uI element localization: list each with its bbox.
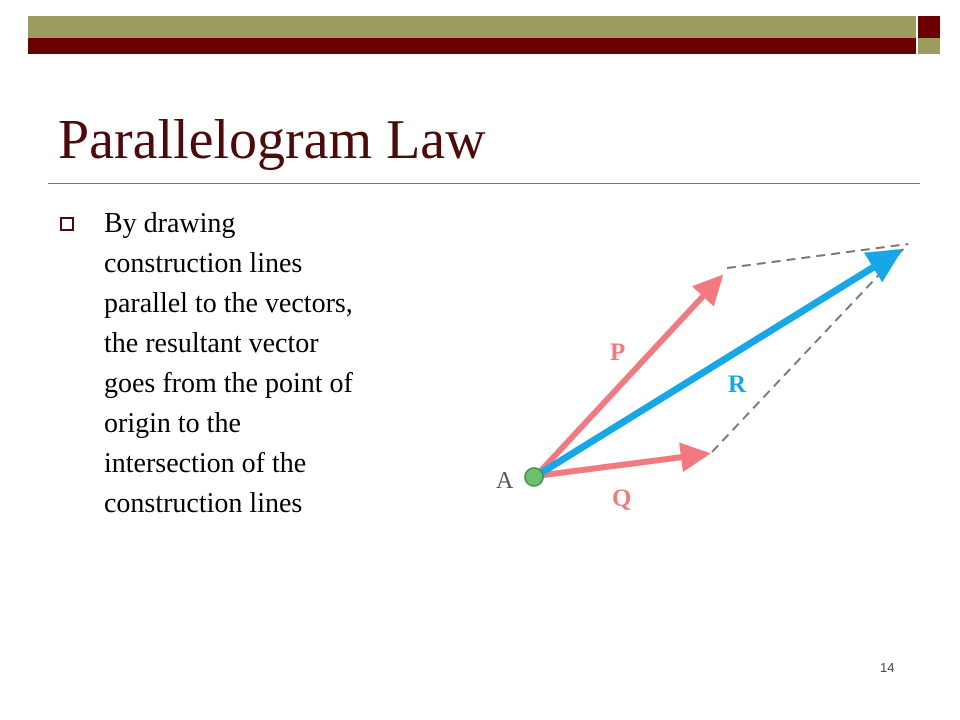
origin-point <box>525 468 543 486</box>
bullet-line: origin to the <box>104 408 241 439</box>
vector-p-label: P <box>610 339 626 366</box>
origin-label: A <box>496 468 514 494</box>
resultant-r-label: R <box>728 371 747 398</box>
corner-olive-square <box>918 38 940 54</box>
bullet-line: construction lines <box>104 488 303 519</box>
square-bullet-icon <box>60 217 74 231</box>
slide-title: Parallelogram Law <box>58 109 486 171</box>
bullet-line: By drawing <box>104 208 236 239</box>
title-divider <box>48 183 920 184</box>
top-olive-band <box>28 16 916 38</box>
bullet-line: intersection of the <box>104 448 307 479</box>
bullet-text <box>104 204 464 524</box>
top-red-bar <box>28 38 916 54</box>
bullet-line: construction lines <box>104 248 303 279</box>
parallelogram-diagram <box>480 230 930 560</box>
bullet-line: parallel to the vectors, <box>104 288 353 319</box>
bullet-line: the resultant vector <box>104 328 319 359</box>
page-number: 14 <box>880 660 895 675</box>
vector-q-label: Q <box>612 485 632 512</box>
corner-red-square <box>918 16 940 38</box>
bullet-line: goes from the point of <box>104 368 353 399</box>
